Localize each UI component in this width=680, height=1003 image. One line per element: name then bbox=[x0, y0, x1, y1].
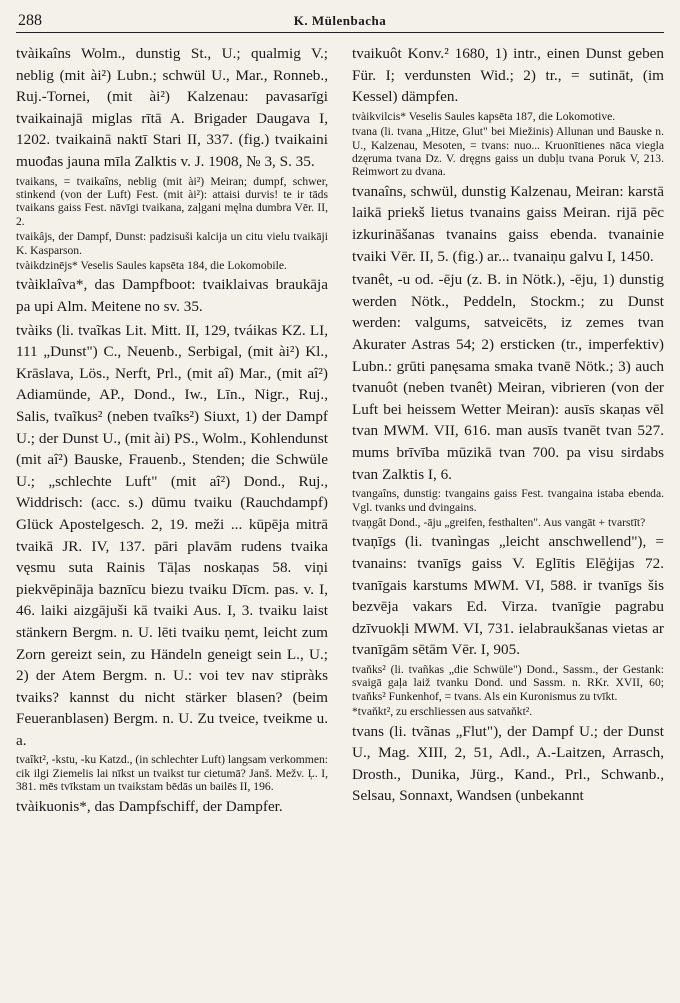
dictionary-entry: tvanêt, -u od. -ēju (z. B. in Nötk.), -ēju, 1) dunstig werden Nötk., Peddeln, Stockm.; zu Dunst werden: valgums, satveicēts, iz zemes tvan Akurater Astras 54; 2) ersticken (tr., imperfektiv) Lubn.: grūti panęsama smaka tvanē Nötk.; 3) auch tvanuôt (neben tvanêt) Meiran, vibrieren (von der Luft bei heissem Wetter Meiran): ausīs skaņas vēl tvan MWM. VII, 616. man ausīs tvanēt tvan 527. mums brīvība mūzikā tvan 700. pa visu sirdabs tvan Zalktis I, 6. bbox=[352, 271, 664, 483]
dictionary-entry: tvaikuôt Konv.² 1680, 1) intr., einen Dunst geben Für. I; verdunsten Wid.; 2) tr., = sutināt, (im Kessel) dämpfen. bbox=[352, 45, 664, 106]
right-column bbox=[352, 43, 664, 1003]
dictionary-entry: tvaņīgs (li. tvanìngas „leicht anschwellend"), = tvanains: tvanīgs gaiss V. Eglītis Elēģijas 72. tvanīgais karstums MWM. VI, 588. ir tvanīgs šis bezvēja vakars Ed. Virza. tvanīgie pagrabu dzīvuokļi MWM. VI, 731. ielabraukšanas vietas ar tvanīgām sētām Vēr. I, 905. bbox=[352, 533, 664, 659]
dictionary-entry: tvana (li. tvana „Hitze, Glut" bei Miežinis) Allunan und Bauske n. U., Kalzenau, Mesoten, = tvans: nuo... Kruonītienes nāca viegla dzęruma tvana Dz. V. dręgns gaiss un dubļu tvana Poruk V, 213. Reimwort zu dvana. bbox=[352, 125, 664, 179]
page-header bbox=[16, 10, 664, 33]
dictionary-entry: tvanaîns, schwül, dunstig Kalzenau, Meiran: karstā laikā priekš lietus tvanains gaiss Meiran. rijā pēc izkurināšanas tvanains gaiss ebenda. tvanainie tvaiki Vēr. II, 5. (fig.) ar... tvanaiņu galvu I, 1450. bbox=[352, 182, 664, 265]
dictionary-entry: tvàikuonis*, das Dampfschiff, der Dampfer. bbox=[16, 797, 283, 815]
left-column bbox=[16, 43, 328, 1003]
text-columns bbox=[16, 43, 664, 1003]
dictionary-entry: *tvaňkt², zu erschliessen aus satvaňkt². bbox=[352, 705, 533, 719]
running-head: K. Mülenbacha bbox=[293, 13, 387, 28]
dictionary-entry: tvàikaîns Wolm., dunstig St., U.; qualmig V.; neblig (mit ài²) Lubn.; schwül U., Mar., Ronneb., Ruj.-Tornei, (mit ài²) Kalzenau: pavasarīgi tvaikainajā miglas rītā A. Brigader Daugava I, 1202. tvaikainā naktī Stari II, 337. (fig.) tvaikaini muođas jauna mīla Zalktis v. J. 1908, № 3, S. 35. bbox=[16, 45, 328, 170]
dictionary-entry: tvaikâjs, der Dampf, Dunst: padzisuši kalcija un citu vielu tvaikāji K. Kasparson. bbox=[16, 230, 328, 257]
dictionary-entry: tvans (li. tvãnas „Flut"), der Dampf U.; der Dunst U., Mag. XIII, 2, 51, Adl., A.-Laitzen, Arrasch, Drosth., Dunika, Jürg., Kand., Prl., Schwanb., Selsau, Sonnaxt, Wandsen (unbekannt bbox=[352, 722, 664, 805]
dictionary-entry: tvangaîns, dunstig: tvangains gaiss Fest. tvangaina istaba ebenda. Vgl. tvanks und dvingains. bbox=[352, 487, 664, 514]
dictionary-entry: tvaîkt², -kstu, -ku Katzd., (in schlechter Luft) langsam verkommen: cik ilgi Ziemelis lai nīkst un tvaikst tur cietumā? Janš. Mežv. Ļ. I, 381. mēs tvīkstam un tvaikstam bēdās un bailēs II, 196. bbox=[16, 753, 328, 794]
page-number: 288 bbox=[18, 12, 42, 29]
dictionary-entry: tvàiks (li. tvaĩkas Lit. Mitt. II, 129, tváikas KZ. LI, 111 „Dunst") C., Neuenb., Serbigal, (mit ài²) Kl., Krāslava, Lös., Nerft, Prl., (mit aî) Mar., (mit aî²) Adiamünde, AP., Dond., Iw., Līn., Nigr., Ruj., Salis, tvaĩkus² (neben tvaîks²) Siuxt, 1) der Dampf U.; der Dunst U., (mit ài) PS., Wolm., Kohlendunst (mit aî²) Bauske, Frauenb., Stenden; die Schwüle U.; „schlechte Luft" (mit aî²) Dond., Ruj., Widdrisch: (acc. s.) dūmu tvaiku (Rauchdampf) Glück Apostelgesch. 2, 19. meži ... kūpēja mitrā tvaikā JR. IV, 137. pāri plavām rudens tvaika vęsmu suta Rainis Tāļas noskaņas 58. viņi piekvēpināja baznīcu biezu tvaiku Dīcm. pas. v. I, 46. laiki aizgājuši kā tvaiki Aus. I, 3. tvaiku laist stänkern Bergm. n. U. lēti tvaiku ņemt, leicht zum Zorn gereizt sein, zu Händeln geneigt sein L., U.; 2) der Atem Bergm. n. U.: voi tev nav stipràks tvaiks? kannst du nicht stärker blasen? (beim Feueranblasen) Bergm. n. U. Zu tveice, tveikme u. a. bbox=[16, 321, 328, 749]
dictionary-entry: tvàikdzinējs* Veselis Saules kapsēta 184, die Lokomobile. bbox=[16, 259, 287, 272]
dictionary-entry: tvàikvilcis* Veselis Saules kapsēta 187, die Lokomotive. bbox=[352, 109, 616, 123]
dictionary-entry: tvaikans, = tvaikaîns, neblig (mit ài²) Meiran; dumpf, schwer, stinkend (von der Luft) Fest. (mit ài²): attaisi durvis! te ir tāds tvaikans gaiss Fest. nāvīgi tvaikana, zaļgani męlna dumbra Vēr. II, 2. bbox=[16, 174, 328, 228]
dictionary-entry: tvaňks² (li. tvañkas „die Schwüle") Dond., Sassm., der Gestank: svaigā gaļa laiž tvanku Dond. und Sassm. n. RKr. XVII, 60; tvaňks² Funkenhof, = tvans. Als ein Kuronismus zu tvīkt. bbox=[352, 662, 664, 703]
dictionary-entry: tvàiklaîva*, das Dampfboot: tvaiklaivas braukāja pa upi Alm. Meitene no sv. 35. bbox=[16, 276, 328, 315]
dictionary-entry: tvaņgât Dond., -āju „greifen, festhalten". Aus vangāt + tvarstīt? bbox=[352, 515, 646, 529]
